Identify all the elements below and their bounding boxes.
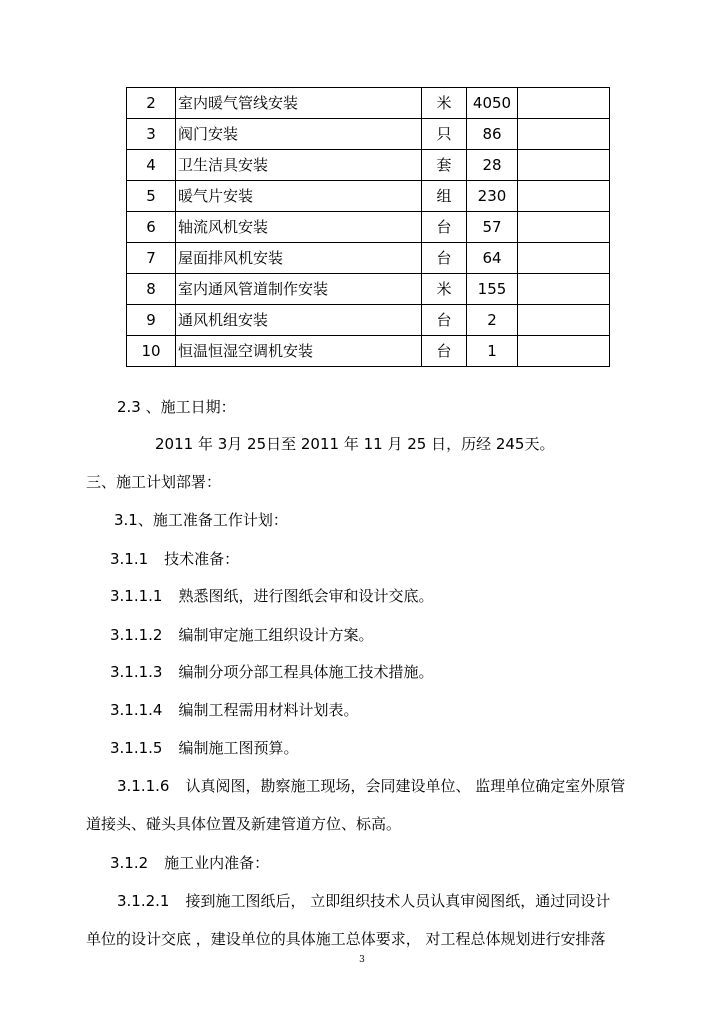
section-3-1-2-1-continuation: 单位的设计交底 ，建设单位的具体施工总体要求， 对工程总体规划进行安排落 (86, 930, 606, 948)
row-number: 5 (127, 181, 176, 212)
table-body (127, 88, 610, 367)
table-row (127, 274, 610, 305)
item-name: 室内通风管道制作安装 (176, 274, 422, 305)
item-unit: 套 (422, 150, 467, 181)
row-number: 9 (127, 305, 176, 336)
section-3-1-2-1 (117, 892, 637, 910)
empty-cell (518, 243, 610, 274)
item-unit: 台 (422, 305, 467, 336)
page-number: 3 (359, 955, 365, 965)
item-quantity: 230 (467, 181, 518, 212)
item-unit: 台 (422, 336, 467, 367)
section-text: 认真阅图，勘察施工现场，会同建设单位、 监理单位确定室外原管 (185, 777, 626, 795)
item-name: 室内暖气管线安装 (176, 88, 422, 119)
item-quantity: 28 (467, 150, 518, 181)
empty-cell (518, 181, 610, 212)
item-name: 卫生洁具安装 (176, 150, 422, 181)
table-row (127, 150, 610, 181)
section-number: 3.1.1.4 (110, 701, 163, 719)
table-row (127, 119, 610, 150)
item-quantity: 86 (467, 119, 518, 150)
item-unit: 组 (422, 181, 467, 212)
empty-cell (518, 274, 610, 305)
item-name: 轴流风机安装 (176, 212, 422, 243)
row-number: 2 (127, 88, 176, 119)
section-text: 编制分项分部工程具体施工技术措施。 (178, 663, 434, 681)
table-row (127, 305, 610, 336)
section-number: 3.1.2 (110, 854, 149, 872)
section-3-1-heading: 3.1、施工准备工作计划： (114, 511, 288, 529)
row-number: 10 (127, 336, 176, 367)
empty-cell (518, 305, 610, 336)
empty-cell (518, 150, 610, 181)
row-number: 3 (127, 119, 176, 150)
item-unit: 台 (422, 243, 467, 274)
table-row (127, 243, 610, 274)
row-number: 4 (127, 150, 176, 181)
table-row (127, 212, 610, 243)
section-number: 3.1.1.2 (110, 626, 163, 644)
section-number: 3.1.2.1 (117, 892, 170, 910)
item-unit: 台 (422, 212, 467, 243)
item-name: 暖气片安装 (176, 181, 422, 212)
section-text: 施工业内准备： (164, 854, 270, 872)
section-3-1-1-4 (110, 701, 359, 719)
row-number: 8 (127, 274, 176, 305)
section-3-1-1 (110, 550, 239, 568)
section-number: 3.1.1.5 (110, 739, 163, 757)
section-3-1-1-3 (110, 663, 434, 681)
row-number: 6 (127, 212, 176, 243)
section-3-1-1-2 (110, 626, 374, 644)
item-quantity: 2 (467, 305, 518, 336)
section-number: 3.1.1 (110, 550, 149, 568)
section-3-1-1-6-continuation: 道接头、碰头具体位置及新建管道方位、标高。 (86, 815, 402, 833)
item-quantity: 155 (467, 274, 518, 305)
item-quantity: 1 (467, 336, 518, 367)
section-3-1-1-5 (110, 739, 299, 757)
work-quantity-table (126, 87, 610, 367)
item-quantity: 64 (467, 243, 518, 274)
section-text: 编制工程需用材料计划表。 (178, 701, 359, 719)
section-text: 接到施工图纸后， 立即组织技术人员认真审阅图纸，通过同设计 (185, 892, 611, 910)
section-3-1-2 (110, 854, 269, 872)
item-name: 屋面排风机安装 (176, 243, 422, 274)
section-3-1-1-1 (110, 587, 434, 605)
item-quantity: 57 (467, 212, 518, 243)
section-text: 技术准备： (164, 550, 240, 568)
item-name: 通风机组安装 (176, 305, 422, 336)
section-text: 编制施工图预算。 (178, 739, 299, 757)
item-unit: 米 (422, 88, 467, 119)
empty-cell (518, 212, 610, 243)
item-unit: 米 (422, 274, 467, 305)
item-name: 阀门安装 (176, 119, 422, 150)
section-3-heading: 三、施工计划部署： (86, 473, 222, 491)
item-name: 恒温恒湿空调机安装 (176, 336, 422, 367)
empty-cell (518, 119, 610, 150)
table-row (127, 181, 610, 212)
row-number: 7 (127, 243, 176, 274)
table-row (127, 336, 610, 367)
section-number: 3.1.1.6 (117, 777, 170, 795)
item-quantity: 4050 (467, 88, 518, 119)
table-row (127, 88, 610, 119)
section-text: 编制审定施工组织设计方案。 (178, 626, 374, 644)
section-number: 3.1.1.1 (110, 587, 163, 605)
section-2-3-construction-date: 2.3 、施工日期： (117, 398, 236, 416)
section-number: 3.1.1.3 (110, 663, 163, 681)
empty-cell (518, 336, 610, 367)
construction-date-range: 2011 年 3月 25日至 2011 年 11 月 25 日，历经 245天。 (155, 435, 555, 453)
item-unit: 只 (422, 119, 467, 150)
empty-cell (518, 88, 610, 119)
section-3-1-1-6 (117, 777, 637, 795)
section-text: 熟悉图纸，进行图纸会审和设计交底。 (178, 587, 434, 605)
